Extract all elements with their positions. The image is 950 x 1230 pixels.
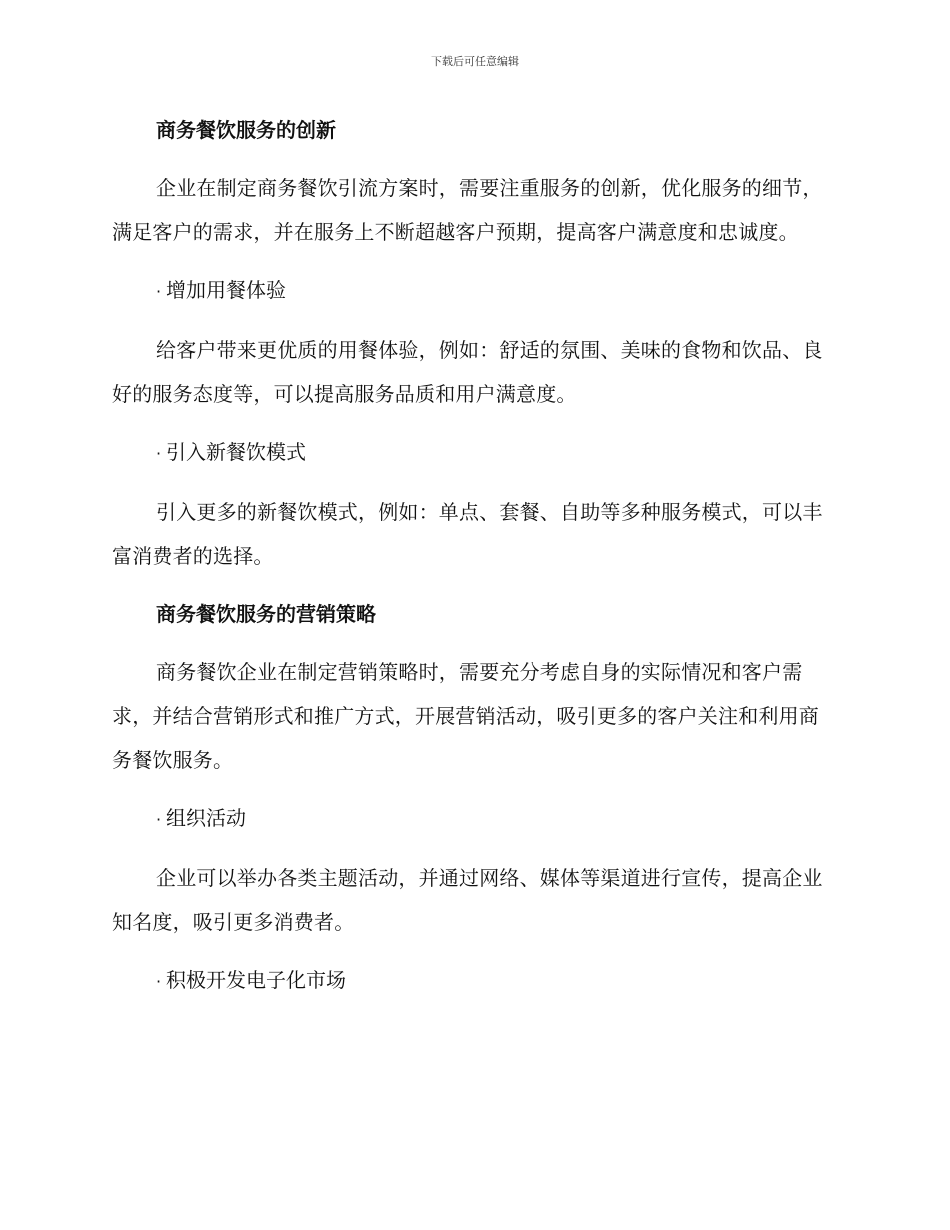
- bullet-label: 组织活动: [166, 806, 246, 830]
- bullet-text-organize-events: 企业可以举办各类主题活动，并通过网络、媒体等渠道进行宣传，提高企业知名度，吸引更多消费者。: [112, 866, 823, 934]
- bullet-item-electronic-market: [112, 958, 832, 1004]
- bullet-text-new-dining-model: 引入更多的新餐饮模式，例如：单点、套餐、自助等多种服务模式，可以丰富消费者的选择。: [112, 500, 823, 568]
- section-heading-innovation: 商务餐饮服务的创新: [156, 118, 336, 142]
- page-header: 下载后可任意编辑: [431, 55, 519, 68]
- bullet-item-organize-events: [112, 796, 832, 842]
- document-body: [112, 108, 832, 1018]
- bullet-label: 引入新餐饮模式: [166, 440, 306, 464]
- bullet-item-dining-experience: [112, 268, 832, 314]
- section-heading-marketing: 商务餐饮服务的营销策略: [156, 602, 376, 626]
- bullet-label: 增加用餐体验: [166, 278, 286, 302]
- bullet-dot-icon: ·: [156, 444, 162, 463]
- bullet-dot-icon: ·: [156, 972, 162, 991]
- bullet-item-new-dining-model: [112, 430, 832, 476]
- bullet-dot-icon: ·: [156, 282, 162, 301]
- section-intro-marketing: 商务餐饮企业在制定营销策略时，需要充分考虑自身的实际情况和客户需求，并结合营销形式和推广方式，开展营销活动，吸引更多的客户关注和利用商务餐饮服务。: [112, 660, 819, 772]
- bullet-dot-icon: ·: [156, 810, 162, 829]
- bullet-text-dining-experience: 给客户带来更优质的用餐体验，例如：舒适的氛围、美味的食物和饮品、良好的服务态度等，可以提高服务品质和用户满意度。: [112, 338, 823, 406]
- section-intro-innovation: 企业在制定商务餐饮引流方案时，需要注重服务的创新，优化服务的细节，满足客户的需求，并在服务上不断超越客户预期，提高客户满意度和忠诚度。: [112, 176, 823, 244]
- bullet-label: 积极开发电子化市场: [166, 968, 346, 992]
